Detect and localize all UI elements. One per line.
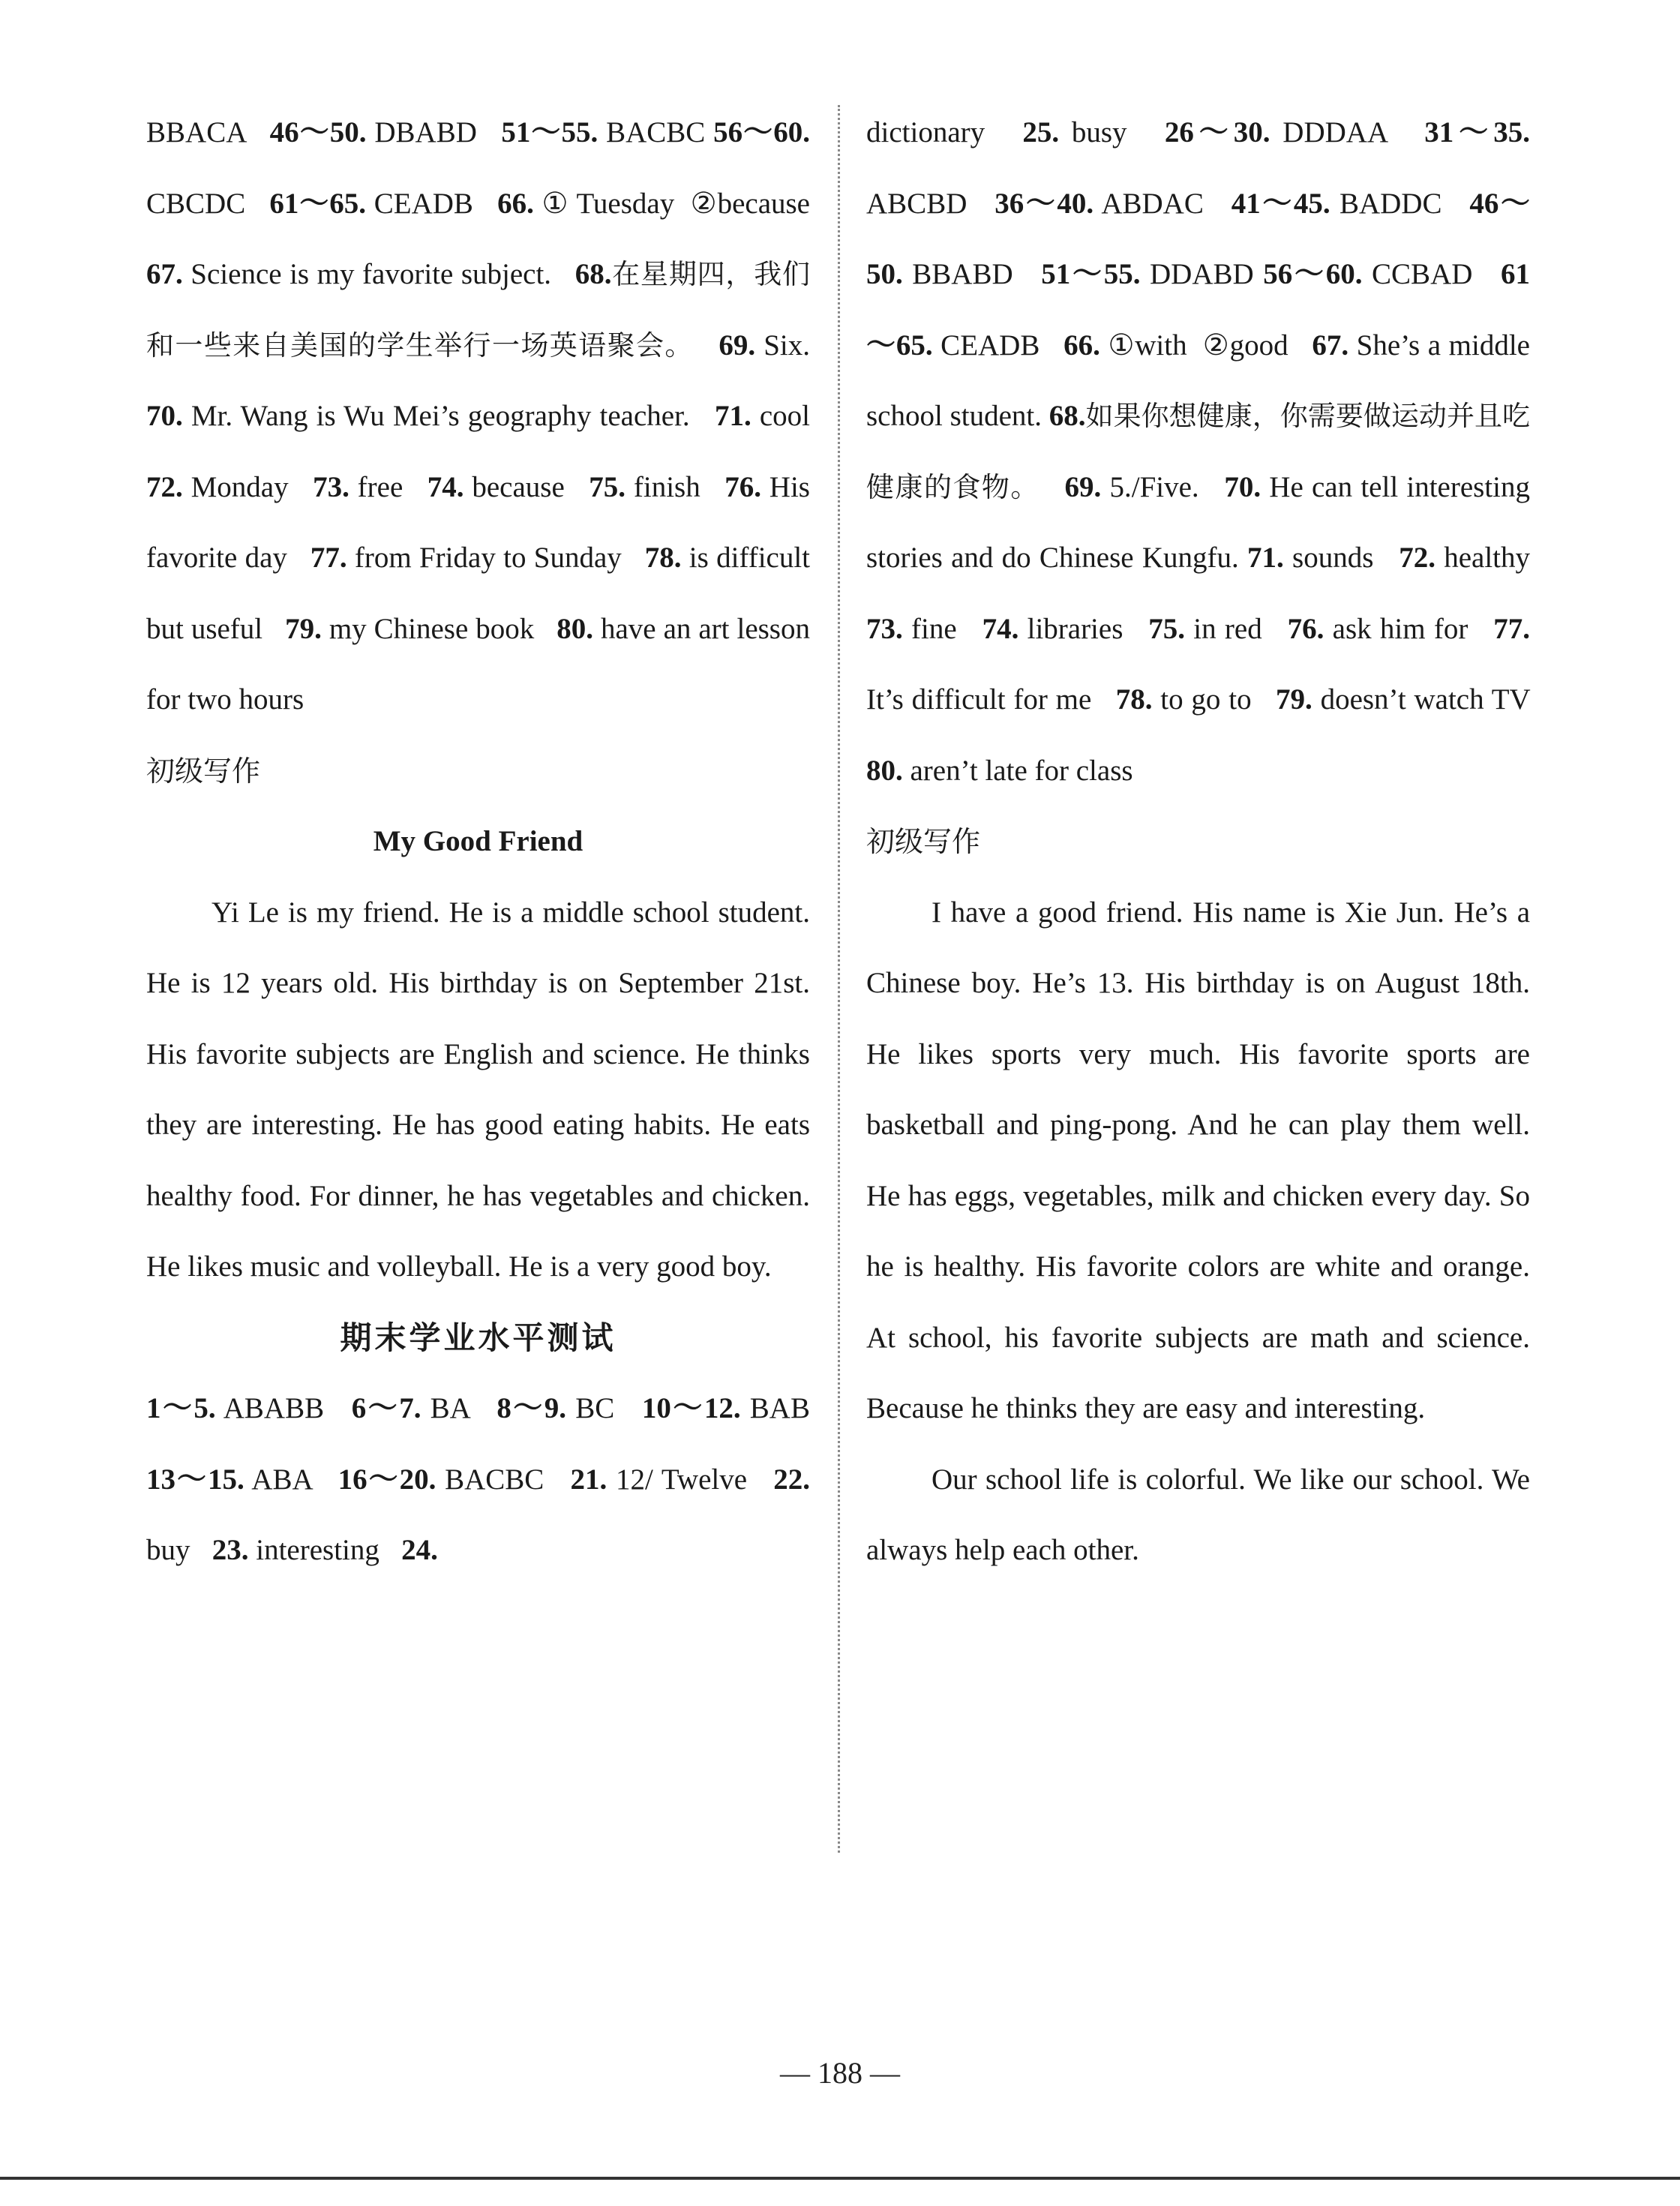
question-number: 61～65. xyxy=(866,258,1530,362)
question-number: 68. xyxy=(1048,400,1086,432)
left-answers-block-2 xyxy=(146,1373,832,1586)
answer-text: Monday xyxy=(182,470,314,503)
question-number: 80. xyxy=(556,612,593,645)
question-number: 70. xyxy=(1224,470,1262,503)
question-number: 74. xyxy=(982,612,1019,645)
question-number: 77. xyxy=(310,542,347,574)
answer-text: ①with ②good xyxy=(1100,329,1312,362)
answer-text: BAB xyxy=(740,1392,832,1424)
question-number: 69. xyxy=(718,329,756,362)
question-number: 13～15. xyxy=(146,1463,244,1496)
question-number: 78. xyxy=(644,542,682,574)
answer-text: because xyxy=(464,470,590,503)
question-number: 66. xyxy=(497,187,534,220)
question-number: 51～55. xyxy=(501,116,598,149)
left-answers-block xyxy=(146,98,832,736)
answer-text: from Friday to Sunday xyxy=(346,542,645,574)
answer-text: BBACA xyxy=(146,116,270,149)
answer-text: interesting xyxy=(248,1534,402,1566)
answer-text: ABCBD xyxy=(866,116,1538,220)
answer-text: ABABB xyxy=(215,1392,352,1424)
answer-text: in red xyxy=(1185,612,1288,645)
answer-text: 5./Five. xyxy=(1101,470,1225,503)
section-title: 期末学业水平测试 xyxy=(340,1319,616,1356)
chinese-answer: 如果你想健康，你需要做运动并且吃健康的食物。 xyxy=(866,400,1531,503)
answer-text: BBABD xyxy=(902,258,1042,290)
question-number: 61～65. xyxy=(269,187,367,220)
question-number: 46～50. xyxy=(866,187,1530,290)
answer-text: aren’t late for class xyxy=(902,754,1133,787)
question-number: 56～60. xyxy=(1263,258,1363,290)
answer-text: have an art lesson for two hours xyxy=(146,612,818,716)
question-number: 36～40. xyxy=(994,187,1094,220)
chinese-answer: 在星期四，我们和一些来自美国的学生举行一场英语聚会。 xyxy=(146,258,811,362)
question-number: 25. xyxy=(1022,116,1060,149)
question-number: 70. xyxy=(146,400,183,432)
question-number: 21. xyxy=(570,1463,608,1496)
question-number: 22. xyxy=(773,1463,810,1496)
answer-text: She’s a middle school student. xyxy=(866,329,1538,432)
answer-text: fine xyxy=(902,612,982,645)
answer-text: ask him for xyxy=(1324,612,1494,645)
answer-text: libraries xyxy=(1018,612,1149,645)
question-number: 6～7. xyxy=(351,1392,422,1424)
answer-text: Science is my favorite subject. xyxy=(182,258,575,290)
question-number: 26～30. xyxy=(1164,116,1270,149)
question-number: 76. xyxy=(1287,612,1324,645)
answer-text: He can tell interesting stories and do Chinese Kungfu. xyxy=(866,470,1538,574)
question-number: 24. xyxy=(401,1534,438,1566)
answer-text: finish xyxy=(626,470,725,503)
question-number: 67. xyxy=(146,258,183,290)
question-number: 71. xyxy=(715,400,752,432)
question-number: 73. xyxy=(313,470,350,503)
page-number: — 188 — xyxy=(780,2056,900,2090)
question-number: 75. xyxy=(1148,612,1186,645)
answer-text: cool xyxy=(751,400,832,432)
answer-text: BACBC xyxy=(598,116,714,149)
answer-text xyxy=(694,329,719,362)
question-number: 1～5. xyxy=(146,1392,216,1424)
answer-text: BACBC xyxy=(436,1463,571,1496)
question-number: 16～20. xyxy=(338,1463,436,1496)
answer-text: is difficult but useful xyxy=(146,542,818,645)
answer-text: Six. xyxy=(755,329,832,362)
question-number: 67. xyxy=(1312,329,1349,362)
answer-text: ① Tuesday ②because xyxy=(533,187,832,220)
answer-text: CEADB xyxy=(366,187,498,220)
question-number: 10～12. xyxy=(641,1392,741,1424)
question-number: 46～50. xyxy=(269,116,367,149)
right-column xyxy=(866,98,1552,1586)
column-divider xyxy=(838,105,840,1853)
answer-text: Mr. Wang is Wu Mei’s geography teacher. xyxy=(182,400,715,432)
question-number: 23. xyxy=(212,1534,249,1566)
question-number: 71. xyxy=(1247,542,1284,574)
answer-text: dictionary xyxy=(866,116,1023,149)
answer-text xyxy=(1040,471,1065,503)
essay-title: My Good Friend xyxy=(373,825,584,857)
question-number: 79. xyxy=(1276,683,1312,716)
question-number: 75. xyxy=(589,470,626,503)
right-essay-para-2: Our school life is colorful. We like our school. We always help each other. xyxy=(866,1463,1530,1566)
answer-text: sounds xyxy=(1283,542,1400,574)
question-number: 8～9. xyxy=(496,1392,567,1424)
question-number: 69. xyxy=(1064,470,1102,503)
answer-text: BC xyxy=(566,1392,642,1424)
left-essay-text: Yi Le is my friend. He is a middle school student. He is 12 years old. His birthday is on September 21st. His favorite subjects are English and science. He thinks they are interesting. He has good eating habits. He eats healthy food. For dinner, he has vegetables and chicken. He likes music and volleyball. He is a very good boy. xyxy=(146,896,810,1283)
answer-text: to go to xyxy=(1152,683,1276,716)
answer-text: buy xyxy=(146,1463,818,1566)
answer-text: doesn’t watch TV xyxy=(1312,683,1538,716)
answer-text: busy xyxy=(1059,116,1165,149)
question-number: 72. xyxy=(1399,542,1436,574)
question-number: 66. xyxy=(1064,329,1100,362)
question-number: 80. xyxy=(866,754,903,787)
question-number: 77. xyxy=(1493,612,1530,645)
question-number: 72. xyxy=(146,470,183,503)
question-number: 76. xyxy=(724,470,761,503)
question-number: 79. xyxy=(285,612,322,645)
answer-text: 12/ Twelve xyxy=(607,1463,774,1496)
answer-text: my Chinese book xyxy=(321,612,557,645)
left-column xyxy=(146,98,832,1586)
answer-text: BADDC xyxy=(1330,187,1470,220)
question-number: 73. xyxy=(866,612,903,645)
question-number: 56～60. xyxy=(713,116,810,149)
answer-text: DBABD xyxy=(366,116,502,149)
answer-text: His favorite day xyxy=(146,470,818,574)
answer-text: CCBAD xyxy=(1362,258,1501,290)
question-number: 68. xyxy=(574,258,612,290)
right-writing-heading: 初级写作 xyxy=(866,825,981,858)
bottom-rule xyxy=(0,2177,1680,2180)
left-writing-heading: 初级写作 xyxy=(146,754,261,788)
right-essay-para-1: I have a good friend. His name is Xie Jun. He’s a Chinese boy. He’s 13. His birthday is on August 18th. He likes sports very much. His favorite sports are basketball and ping-pong. And he can play them well. He has eggs, vegetables, milk and chicken every day. So he is healthy. His favorite colors are white and orange. At school, his favorite subjects are math and science. Because he thinks they are easy and interesting. xyxy=(866,896,1530,1424)
question-number: 31～35. xyxy=(1424,116,1530,149)
answer-text: healthy xyxy=(1435,542,1552,574)
question-number: 51～55. xyxy=(1041,258,1141,290)
right-answers-block xyxy=(866,98,1552,806)
question-number: 41～45. xyxy=(1231,187,1330,220)
answer-text: ABDAC xyxy=(1094,187,1232,220)
answer-text: DDDAA xyxy=(1270,116,1425,149)
question-number: 74. xyxy=(427,470,464,503)
answer-text: ABA xyxy=(244,1463,338,1496)
question-number: 78. xyxy=(1115,683,1153,716)
answer-text: BA xyxy=(421,1392,497,1424)
answer-text: CEADB xyxy=(932,329,1064,362)
answer-text: DDABD xyxy=(1140,258,1264,290)
answer-text: CBCDC xyxy=(146,116,818,220)
answer-text: It’s difficult for me xyxy=(866,612,1538,716)
answer-text: free xyxy=(349,470,428,503)
